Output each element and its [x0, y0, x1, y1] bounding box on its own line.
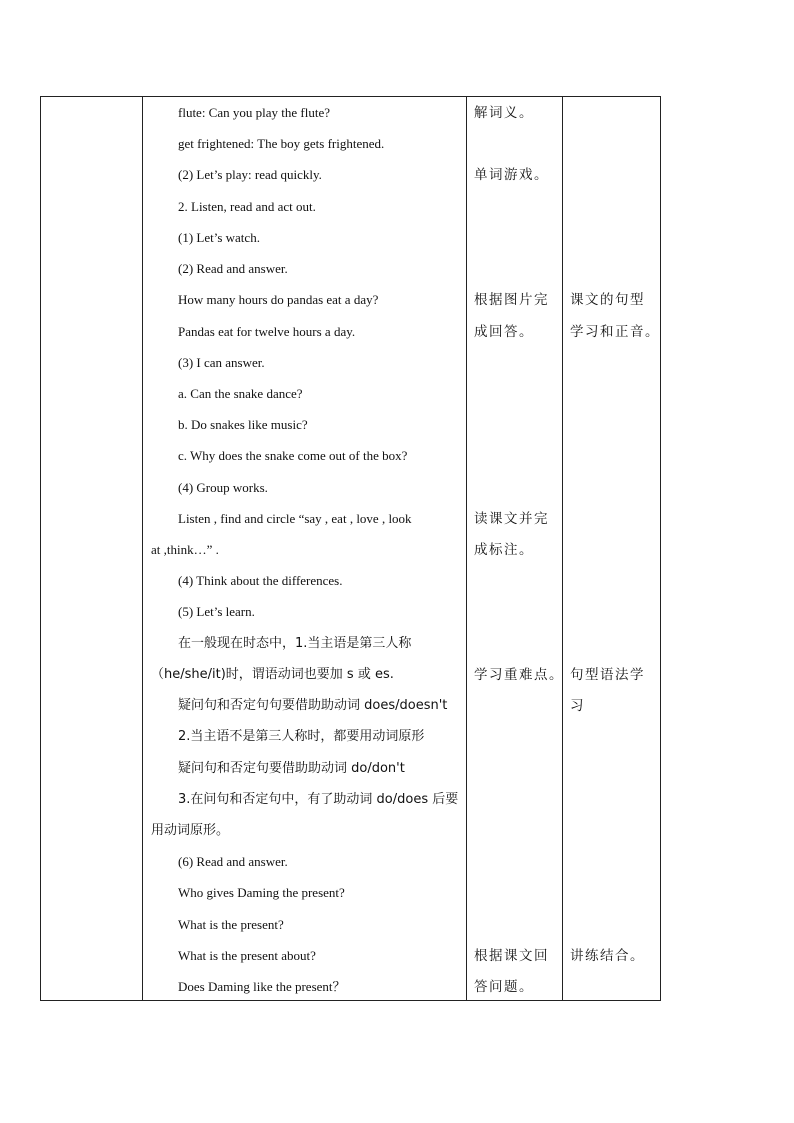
text-line: What is the present about?	[178, 948, 316, 963]
activity-line: 解词义。	[474, 105, 534, 121]
table-row	[41, 97, 661, 1001]
purpose-line: 习	[570, 698, 585, 714]
activity-line: 单词游戏。	[474, 167, 549, 183]
text-line: (4) Think about the differences.	[178, 573, 343, 588]
activity-line: 根据课文回	[474, 948, 549, 964]
text-line: get frightened: The boy gets frightened.	[178, 136, 385, 151]
text-line: Listen , find and circle “say , eat , love , look	[178, 511, 412, 526]
text-line: 2. Listen, read and act out.	[178, 199, 316, 214]
empty-first-column	[41, 97, 143, 1001]
purpose-line: 讲练结合。	[570, 948, 645, 964]
text-line: (4) Group works.	[178, 480, 268, 495]
lesson-plan-table	[40, 96, 661, 1001]
purpose-line: 学习和正音。	[570, 324, 660, 340]
text-line: 3.在问句和否定句中，有了助动词 do/does 后要	[178, 792, 459, 807]
text-line: Pandas eat for twelve hours a day.	[178, 324, 356, 339]
activity-line: 根据图片完	[474, 292, 549, 308]
purpose-line: 句型语法学	[570, 667, 645, 683]
text-line: Who gives Daming the present?	[178, 885, 345, 900]
text-line: c. Why does the snake come out of the box?	[178, 448, 408, 463]
student-activity-cell	[467, 97, 563, 1001]
text-line: 在一般现在时态中，1.当主语是第三人称	[178, 636, 412, 651]
text-line: b. Do snakes like music?	[178, 417, 308, 432]
activity-line: 读课文并完	[474, 511, 549, 527]
text-line: 用动词原形。	[151, 823, 230, 838]
activity-line: 成回答。	[474, 324, 534, 340]
text-line: (6) Read and answer.	[178, 854, 288, 869]
text-line: 2.当主语不是第三人称时，都要用动词原形	[178, 729, 425, 744]
activity-line: 答问题。	[474, 979, 534, 995]
text-line: at ,think…” .	[151, 542, 219, 557]
text-line: （he/she/it)时，谓语动词也要加 s 或 es.	[151, 667, 394, 682]
text-line: (3) I can answer.	[178, 355, 265, 370]
activity-line: 成标注。	[474, 542, 534, 558]
text-line: What is the present?	[178, 917, 284, 932]
text-line: (2) Read and answer.	[178, 261, 288, 276]
text-line: a. Can the snake dance?	[178, 386, 303, 401]
text-line: 疑问句和否定句要借助助动词 do/don't	[178, 761, 405, 776]
purpose-line: 课文的句型	[570, 292, 645, 308]
text-line: (2) Let’s play: read quickly.	[178, 167, 322, 182]
text-line: (1) Let’s watch.	[178, 230, 260, 245]
activity-line: 学习重难点。	[474, 667, 564, 683]
text-line: How many hours do pandas eat a day?	[178, 292, 379, 307]
design-purpose-cell	[563, 97, 661, 1001]
text-line: 疑问句和否定句句要借助助动词 does/doesn't	[178, 698, 448, 713]
teaching-process-cell	[143, 97, 467, 1001]
text-line: (5) Let’s learn.	[178, 604, 255, 619]
text-line: flute: Can you play the flute?	[178, 105, 330, 120]
text-line: Does Daming like the present？	[178, 979, 346, 994]
